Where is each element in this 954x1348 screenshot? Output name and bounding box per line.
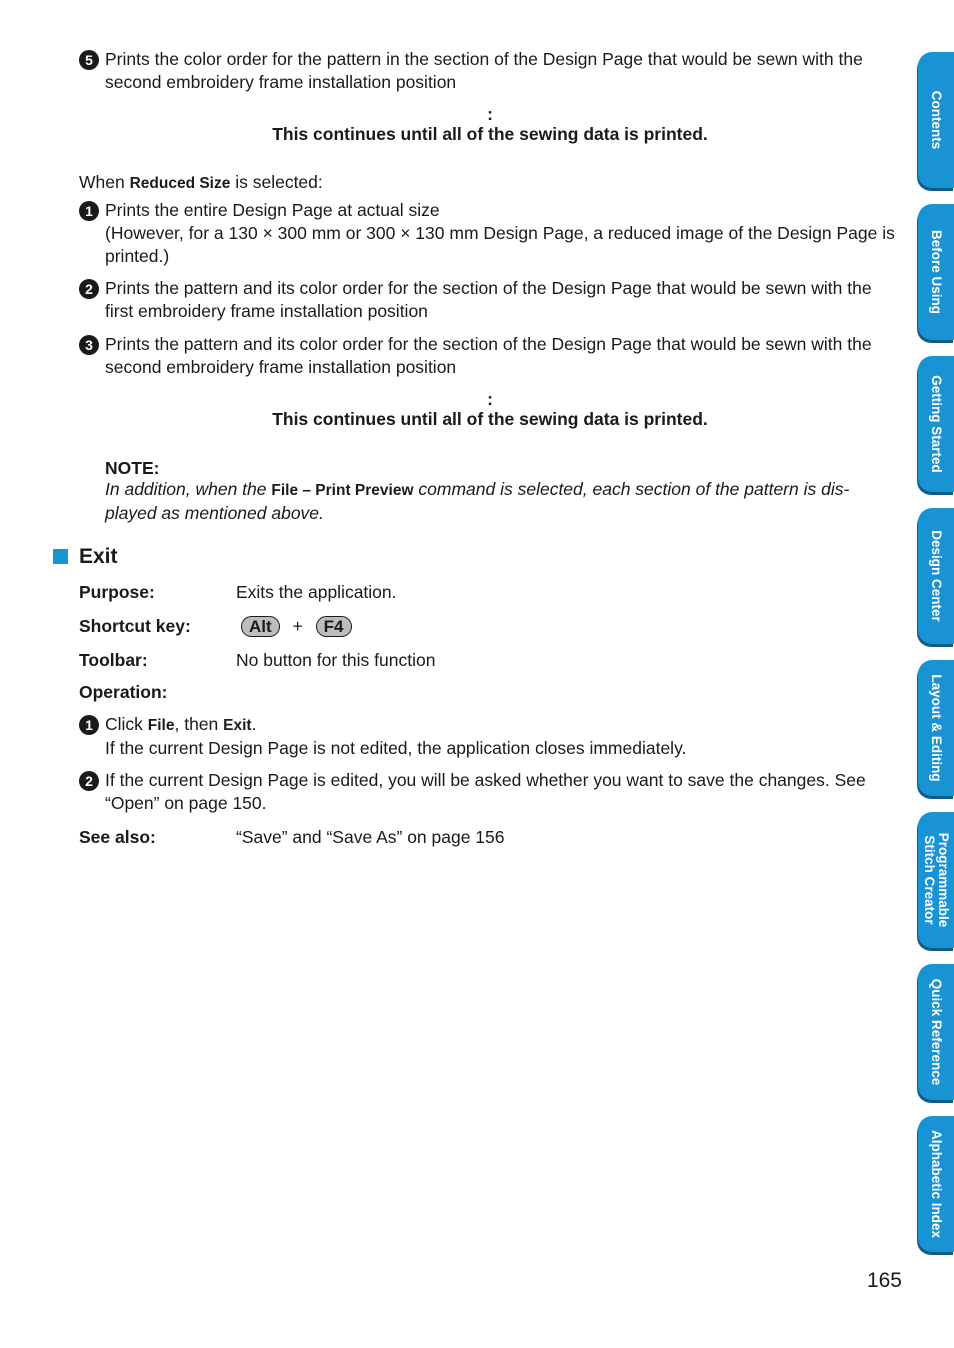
page-number: 165 [866,1269,902,1292]
step-fragment: . [251,714,257,734]
step-line [105,713,900,737]
tab-getting-started[interactable] [918,356,954,492]
step-fragment: , then [174,714,224,734]
note-text: In addition, when the [105,479,272,499]
intro-suffix: is selected: [230,172,323,192]
tab-label: Design Center [929,530,944,622]
step-text: If the current Design Page is edited, you will be asked whether you want to save the changes. See “Open” on page 150. [105,770,866,813]
toolbar-label: Toolbar: [79,650,148,670]
shortcut-label: Shortcut key: [79,616,191,636]
tab-alphabetic-index[interactable] [918,1116,954,1252]
note-body [105,478,900,525]
tab-programmable-stitch-creator[interactable] [918,812,954,948]
tab-design-center[interactable] [918,508,954,644]
toolbar-value: No button for this function [236,650,436,670]
f4-key: F4 [316,616,352,637]
step-line: (However, for a 130 × 300 mm or 300 × 130 mm Design Page, a reduced image of the Design Page is printed.) [105,223,895,266]
tab-before-using[interactable] [918,204,954,340]
step-number-badge: 1 [79,201,99,221]
plus-sign: + [292,616,303,636]
tab-label: Getting Started [929,375,944,473]
reduced-size-intro [79,171,323,195]
continuation-note: This continues until all of the sewing data is printed. [272,124,708,144]
print-preview-command: File – Print Preview [271,482,414,499]
step-line: Prints the entire Design Page at actual size [105,200,440,220]
step-text: Prints the color order for the pattern in the section of the Design Page that would be sewn with the second embroidery frame installation position [105,49,863,92]
tab-contents[interactable] [918,52,954,188]
step-text: Prints the pattern and its color order for the section of the Design Page that would be sewn with the first embroidery frame installation position [105,278,872,321]
reduced-size-command: Reduced Size [129,175,231,192]
continuation-note: This continues until all of the sewing data is printed. [272,409,708,429]
step-number-badge: 3 [79,335,99,355]
section-bullet-icon [53,549,68,564]
step-number-badge: 1 [79,715,99,735]
tab-label: Quick Reference [929,978,944,1086]
operation-label: Operation: [79,682,168,702]
tab-label: Contents [929,90,944,150]
tab-layout-editing[interactable] [918,660,954,796]
see-also-label: See also: [79,827,156,847]
see-also-value: “Save” and “Save As” on page 156 [236,827,505,847]
step-number-badge: 5 [79,50,99,70]
purpose-label: Purpose: [79,582,155,602]
purpose-value: Exits the application. [236,582,397,602]
note-title: NOTE: [105,458,160,478]
tab-label: Before Using [929,229,944,315]
step-text: Prints the pattern and its color order for the section of the Design Page that would be sewn with the second embroidery frame installation position [105,334,872,377]
shortcut-keys [241,615,352,638]
step-fragment: Click [105,714,148,734]
continuation-colon: : [487,104,493,124]
step-number-badge: 2 [79,279,99,299]
tab-label: Programmable Stitch Creator [922,832,951,928]
intro-prefix: When [79,172,130,192]
continuation-colon: : [487,389,493,409]
tab-label: Layout & Editing [929,674,944,782]
step-text [105,713,900,760]
step-line: If the current Design Page is not edited, the application closes immediately. [105,738,687,758]
file-command: File [147,717,175,734]
step-number-badge: 2 [79,771,99,791]
tab-label: Alphabetic Index [929,1129,944,1239]
section-title: Exit [79,545,118,568]
note-text: command is selected, each section of the pattern is dis-played as mentioned above. [105,479,850,523]
tab-quick-reference[interactable] [918,964,954,1100]
alt-key: Alt [241,616,280,637]
step-text [105,199,900,268]
exit-command: Exit [223,717,252,734]
